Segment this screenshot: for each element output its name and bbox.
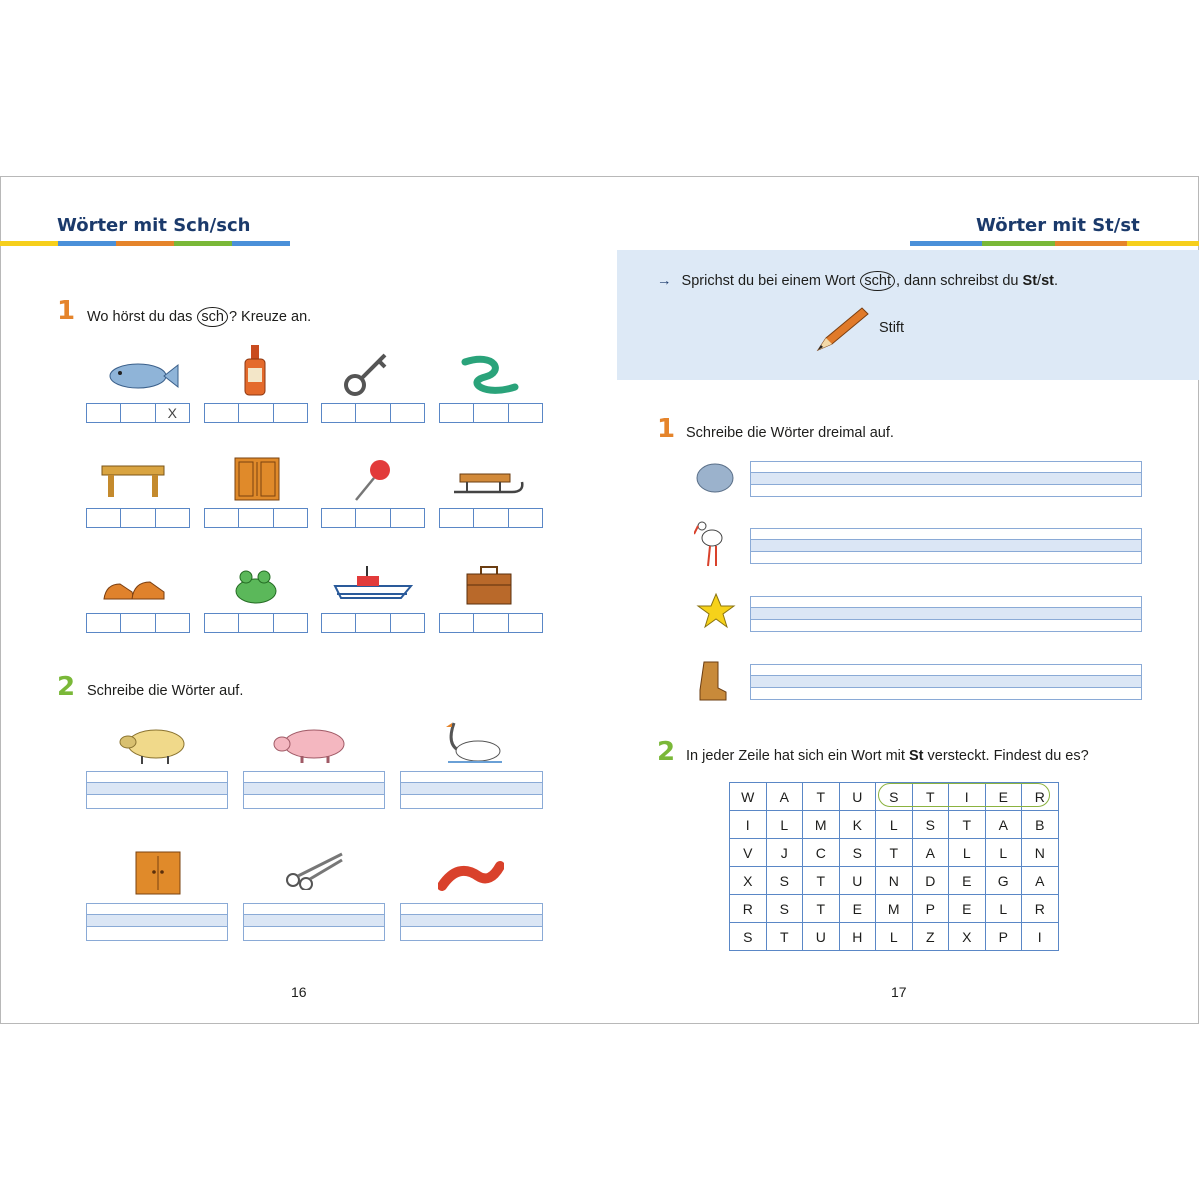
grid-cell[interactable]: J [766, 839, 803, 867]
briefcase-icon [465, 565, 513, 607]
grid-cell[interactable]: V [730, 839, 767, 867]
answer-boxes-fish[interactable]: X [86, 403, 190, 423]
right-page-heading: Wörter mit St/st [976, 215, 1140, 236]
grid-cell[interactable]: R [1022, 895, 1059, 923]
task2-instruction: Schreibe die Wörter auf. [87, 683, 244, 699]
answer-boxes-frog[interactable] [204, 613, 308, 633]
answer-boxes-snake[interactable] [439, 403, 543, 423]
cupboard-icon [134, 850, 182, 896]
writing-lines-cupboard[interactable] [86, 903, 228, 941]
word-search-grid[interactable] [729, 782, 1059, 951]
task2-number: 2 [57, 672, 76, 702]
stork-icon [694, 520, 730, 568]
grid-cell[interactable]: L [985, 839, 1022, 867]
answer-boxes-briefcase[interactable] [439, 613, 543, 633]
ship-icon [333, 564, 413, 602]
sheep-icon [118, 724, 188, 766]
grid-cell[interactable]: I [1022, 923, 1059, 951]
star-icon [696, 592, 736, 630]
sch-bubble: sch [197, 307, 228, 327]
right-heading-stripe [910, 241, 1199, 246]
answer-boxes-lollipop[interactable] [321, 508, 425, 528]
answer-boxes-sled[interactable] [439, 508, 543, 528]
grid-row [730, 895, 1059, 923]
grid-cell[interactable]: X [730, 867, 767, 895]
grid-cell[interactable]: N [876, 867, 913, 895]
frog-icon [232, 567, 280, 605]
info-box [617, 250, 1199, 380]
scissors-icon [284, 850, 346, 890]
pencil-icon [814, 304, 870, 354]
pig-icon [272, 724, 348, 764]
grid-cell[interactable]: S [766, 867, 803, 895]
grid-cell[interactable]: P [912, 895, 949, 923]
task1-number-right: 1 [657, 414, 676, 444]
found-word-highlight [878, 783, 1050, 807]
grid-cell[interactable]: T [876, 839, 913, 867]
sled-icon [452, 470, 527, 500]
task1-number: 1 [57, 296, 76, 326]
grid-cell[interactable]: E [839, 895, 876, 923]
grid-row [730, 839, 1059, 867]
task1-instruction: Wo hörst du das sch ? Kreuze an. [87, 309, 312, 325]
grid-cell[interactable]: T [803, 783, 840, 811]
bench-icon [100, 462, 165, 502]
grid-cell[interactable]: A [766, 783, 803, 811]
scarf-icon [438, 858, 504, 894]
grid-cell[interactable]: B [1022, 811, 1059, 839]
grid-cell[interactable]: E [985, 783, 1022, 811]
grid-cell[interactable]: W [730, 783, 767, 811]
grid-cell[interactable]: G [985, 867, 1022, 895]
grid-cell[interactable]: L [949, 839, 986, 867]
writing-lines-scissors[interactable] [243, 903, 385, 941]
writing-lines-sheep[interactable] [86, 771, 228, 809]
page-number-left: 16 [291, 984, 307, 1000]
bottle-icon [240, 343, 270, 398]
grid-row [730, 867, 1059, 895]
grid-cell[interactable]: K [839, 811, 876, 839]
writing-lines-star[interactable] [750, 596, 1142, 632]
grid-cell[interactable]: X [949, 923, 986, 951]
grid-cell[interactable]: M [803, 811, 840, 839]
grid-row [730, 811, 1059, 839]
grid-cell[interactable]: U [839, 783, 876, 811]
grid-cell[interactable]: T [803, 895, 840, 923]
writing-lines-pig[interactable] [243, 771, 385, 809]
task2-instruction-right: In jeder Zeile hat sich ein Wort mit St versteckt. Findest du es? [686, 748, 1089, 764]
grid-cell[interactable]: S [730, 923, 767, 951]
grid-cell[interactable]: D [912, 867, 949, 895]
grid-cell[interactable]: Z [912, 923, 949, 951]
grid-cell[interactable]: P [985, 923, 1022, 951]
key-icon [343, 347, 393, 397]
grid-cell[interactable]: S [766, 895, 803, 923]
grid-cell[interactable]: L [985, 895, 1022, 923]
grid-cell[interactable]: U [803, 923, 840, 951]
answer-boxes-shoes[interactable] [86, 613, 190, 633]
grid-cell[interactable]: L [876, 811, 913, 839]
grid-cell[interactable]: L [876, 923, 913, 951]
answer-boxes-key[interactable] [321, 403, 425, 423]
grid-cell[interactable]: A [912, 839, 949, 867]
grid-cell[interactable]: T [766, 923, 803, 951]
writing-lines-boot[interactable] [750, 664, 1142, 700]
grid-cell[interactable]: S [876, 783, 913, 811]
grid-cell[interactable]: R [730, 895, 767, 923]
writing-lines-stone[interactable] [750, 461, 1142, 497]
task2-number-right: 2 [657, 737, 676, 767]
grid-row [730, 923, 1059, 951]
grid-cell[interactable]: I [730, 811, 767, 839]
stone-icon [695, 460, 735, 496]
task1-instruction-right: Schreibe die Wörter dreimal auf. [686, 425, 894, 441]
fish-icon [100, 355, 180, 395]
answer-boxes-bench[interactable] [86, 508, 190, 528]
answer-boxes-bottle[interactable] [204, 403, 308, 423]
grid-cell[interactable]: R [1022, 783, 1059, 811]
answer-boxes-cabinet[interactable] [204, 508, 308, 528]
writing-lines-scarf[interactable] [400, 903, 543, 941]
boot-icon [696, 660, 728, 702]
snake-icon [455, 352, 520, 397]
grid-cell[interactable]: C [803, 839, 840, 867]
info-text: → Sprichst du bei einem Wort scht , dann schreibst du St/st. [657, 273, 1058, 289]
grid-cell[interactable]: L [766, 811, 803, 839]
grid-cell[interactable]: H [839, 923, 876, 951]
swan-icon [440, 715, 504, 765]
grid-cell[interactable]: I [949, 783, 986, 811]
writing-lines-stork[interactable] [750, 528, 1142, 564]
grid-cell[interactable]: S [912, 811, 949, 839]
grid-cell[interactable]: A [985, 811, 1022, 839]
grid-cell[interactable]: T [912, 783, 949, 811]
scht-bubble: scht [860, 271, 895, 291]
grid-cell[interactable]: U [839, 867, 876, 895]
left-page-heading: Wörter mit Sch/sch [57, 215, 251, 236]
grid-cell[interactable]: E [949, 895, 986, 923]
grid-cell[interactable]: T [949, 811, 986, 839]
arrow-icon: → [657, 273, 672, 289]
grid-cell[interactable]: S [839, 839, 876, 867]
answer-boxes-ship[interactable] [321, 613, 425, 633]
grid-cell[interactable]: N [1022, 839, 1059, 867]
cabinet-icon [233, 456, 281, 502]
left-heading-stripe [0, 241, 290, 246]
grid-cell[interactable]: A [1022, 867, 1059, 895]
grid-cell[interactable]: M [876, 895, 913, 923]
lollipop-icon [352, 458, 392, 503]
writing-lines-swan[interactable] [400, 771, 543, 809]
shoes-icon [102, 574, 167, 604]
grid-cell[interactable]: T [803, 867, 840, 895]
grid-cell[interactable]: E [949, 867, 986, 895]
page-number-right: 17 [891, 984, 907, 1000]
example-word: Stift [879, 320, 904, 336]
